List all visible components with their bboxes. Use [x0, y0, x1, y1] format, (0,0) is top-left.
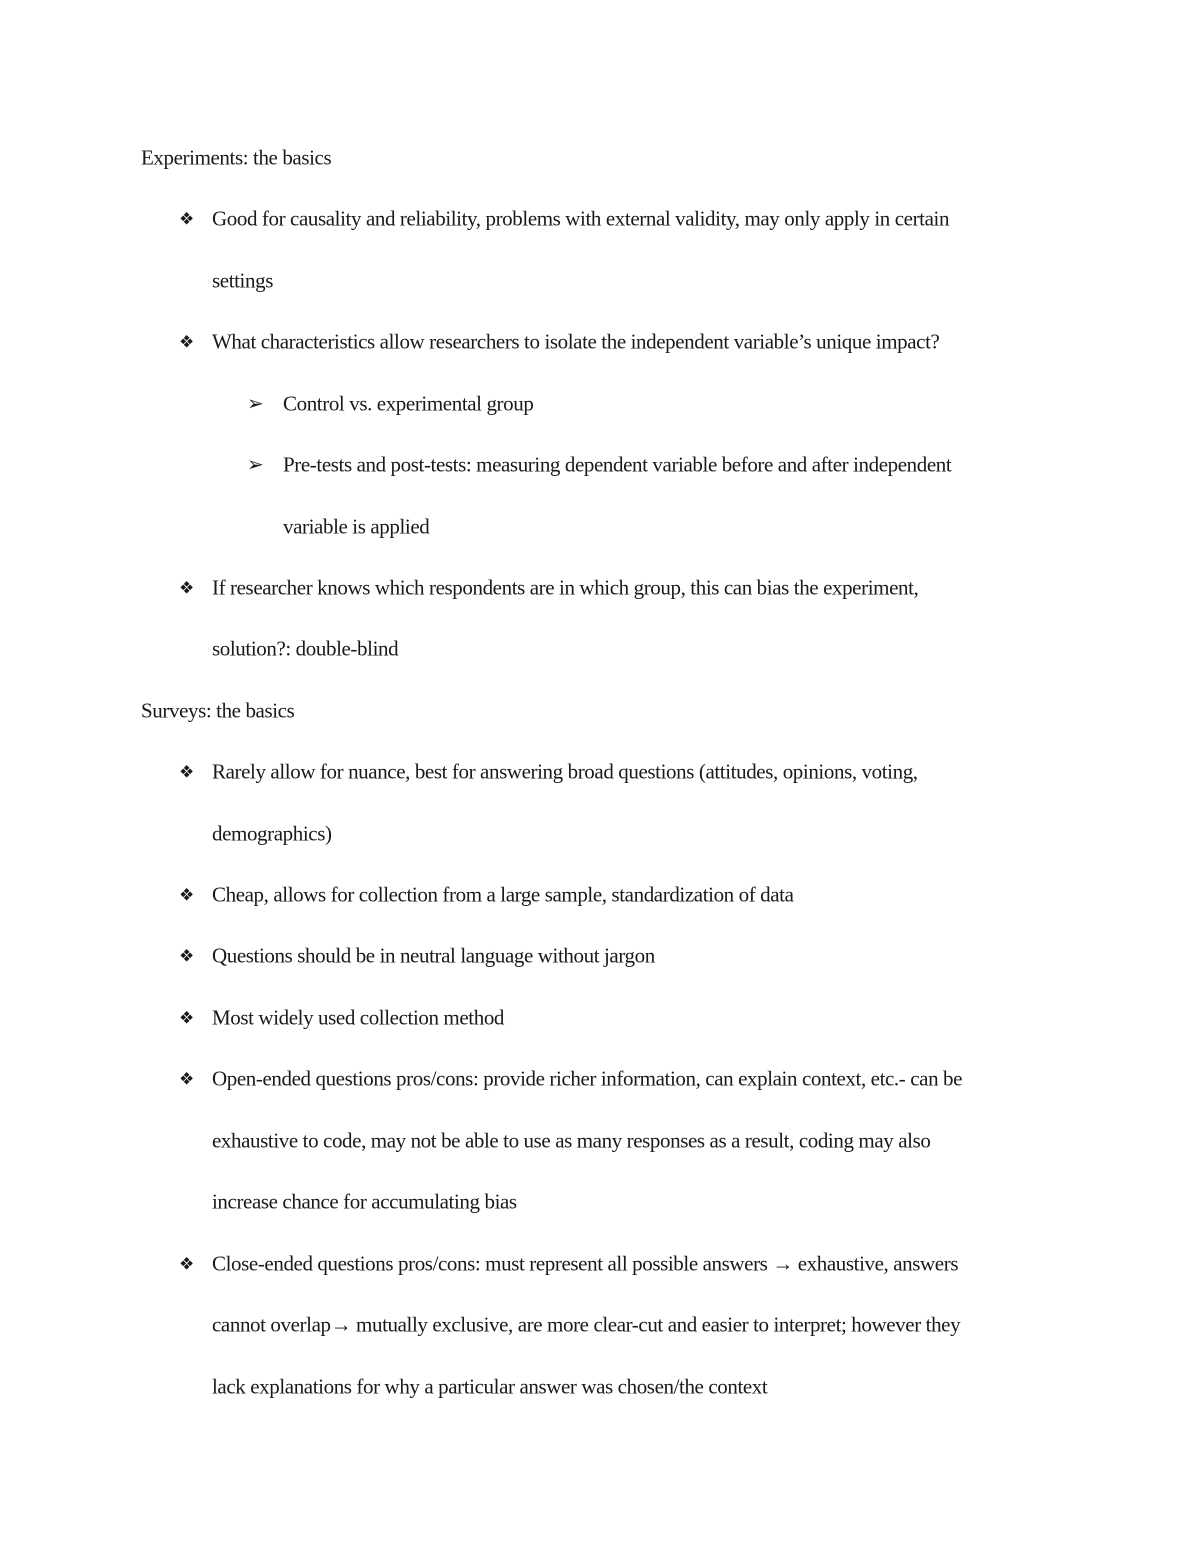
list-item-text: Open-ended questions pros/cons: provide richer information, can explain context, etc.- can be: [212, 1066, 963, 1091]
list-item-text: cannot overlap→ mutually exclusive, are more clear-cut and easier to interpret; however they: [212, 1312, 961, 1337]
bullet-icon: ❖: [179, 1069, 194, 1089]
arrow-bullet-icon: ➢: [247, 393, 264, 415]
bullet-icon: ❖: [179, 578, 194, 598]
list-item-text: Questions should be in neutral language without jargon: [212, 943, 655, 968]
bullet-icon: ❖: [179, 1008, 194, 1028]
list-item-text: exhaustive to code, may not be able to use as many responses as a result, coding may also: [212, 1128, 931, 1153]
list-item-text: solution?: double-blind: [212, 636, 399, 661]
bullet-icon: ❖: [179, 209, 194, 229]
list-item-text: demographics): [212, 821, 332, 846]
list-item-text: Close-ended questions pros/cons: must represent all possible answers → exhaustive, answers: [212, 1251, 959, 1276]
list-item-text: settings: [212, 268, 273, 293]
bullet-icon: ❖: [179, 332, 194, 352]
list-item-text: lack explanations for why a particular answer was chosen/the context: [212, 1374, 768, 1399]
sub-item-text: Control vs. experimental group: [283, 391, 534, 416]
list-item-text: Good for causality and reliability, problems with external validity, may only apply in certain: [212, 206, 950, 231]
sub-item-text: variable is applied: [283, 514, 430, 539]
list-item-text: Rarely allow for nuance, best for answering broad questions (attitudes, opinions, voting,: [212, 759, 918, 784]
list-item-text: Cheap, allows for collection from a large sample, standardization of data: [212, 882, 794, 907]
section-heading: Experiments: the basics: [141, 145, 332, 170]
list-item-text: increase chance for accumulating bias: [212, 1189, 517, 1214]
bullet-icon: ❖: [179, 1254, 194, 1274]
list-item-text: If researcher knows which respondents are in which group, this can bias the experiment,: [212, 575, 919, 600]
list-item-text: Most widely used collection method: [212, 1005, 505, 1030]
bullet-icon: ❖: [179, 762, 194, 782]
sub-item-text: Pre-tests and post-tests: measuring dependent variable before and after independent: [283, 452, 952, 477]
arrow-bullet-icon: ➢: [247, 454, 264, 476]
bullet-icon: ❖: [179, 946, 194, 966]
list-item-text: What characteristics allow researchers to isolate the independent variable’s unique impact?: [212, 329, 940, 354]
bullet-icon: ❖: [179, 885, 194, 905]
section-heading: Surveys: the basics: [141, 698, 295, 723]
